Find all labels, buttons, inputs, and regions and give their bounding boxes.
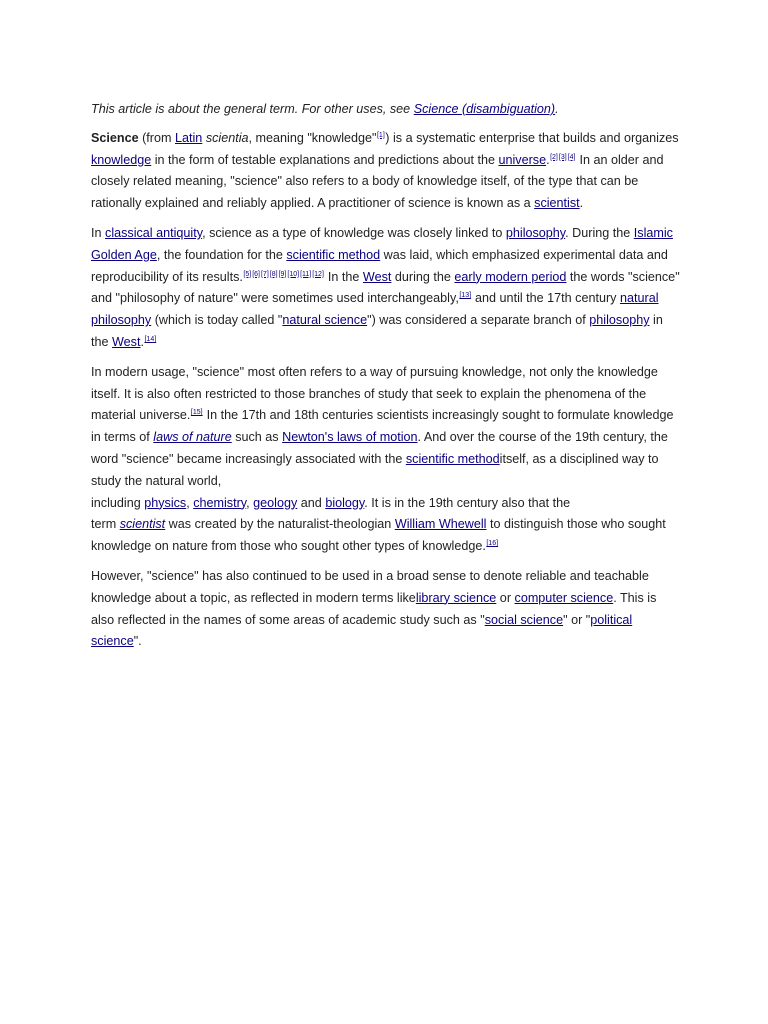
citation-6[interactable] [252,271,260,278]
citation-link[interactable]: [1] [376,131,385,139]
link-islamic-golden-age[interactable]: Islamic Golden Age [91,225,673,262]
citation-link[interactable]: [16] [486,540,499,548]
text: itself, as a disciplined way to study the natural world, [91,451,659,488]
link-social-science[interactable]: social science [484,612,564,627]
hatnote-period: . [555,102,559,116]
link-scientific-method-2[interactable]: scientific method [405,451,500,466]
citation-2[interactable] [550,154,558,161]
text: " or " [563,612,591,627]
citation-4[interactable] [568,154,576,161]
link-political-science[interactable]: political science [91,612,633,649]
citation-14[interactable] [144,336,156,343]
text: including [91,495,145,510]
text: , [246,495,254,510]
text: . It is in the 19th century also that the [364,495,571,510]
citation-7[interactable] [261,271,269,278]
article-body [91,99,681,653]
text: was laid, which emphasized experimental data and reproducibility of its results. [91,247,668,284]
hatnote [91,99,681,121]
citation-13[interactable] [459,292,471,299]
link-computer-science[interactable]: computer science [514,590,614,605]
link-early-modern-period[interactable]: early modern period [454,269,567,284]
citation-16[interactable] [486,540,498,547]
link-latin[interactable]: Latin [175,130,203,145]
text: (from [138,130,175,145]
term-scientia: scientia [205,130,249,145]
text: . And over the course of the 19th century, the word "science" became increasingly associated with the [91,430,668,466]
citation-link[interactable]: [7] [260,270,269,278]
text: during the [391,269,455,284]
link-universe[interactable]: universe [498,152,547,167]
citation-9[interactable] [279,271,287,278]
citation-15[interactable] [191,409,203,416]
text: . During the [565,225,634,240]
link-scientific-method[interactable]: scientific method [286,247,381,262]
citation-8[interactable] [270,271,278,278]
link-west[interactable]: West [362,269,392,284]
text: such as [231,430,283,445]
link-laws-of-nature[interactable]: laws of nature [153,430,232,445]
link-knowledge[interactable]: knowledge [91,152,152,167]
citation-link[interactable]: [3] [558,153,567,161]
citation-link[interactable]: [5] [243,270,252,278]
text: In modern usage, "science" most often refers to a way of pursuing knowledge, not only the knowledge itself. It is also often restricted to those branches of study that seek to explain the phenomena of the material universe. [91,364,658,423]
text: ". [133,634,142,649]
text: In an older and closely related meaning, "science" also refers to a body of knowledge itself, of the type that can be rationally explained and reliably applied. A practitioner of science is known as a [91,152,664,211]
text: ) is a systematic enterprise that builds and organizes [385,130,679,145]
paragraph-intro [91,128,681,215]
citation-link[interactable]: [9] [278,270,287,278]
text: or [496,590,515,605]
link-natural-philosophy[interactable]: natural philosophy [91,291,659,328]
citation-1[interactable] [377,132,385,139]
text: in the [91,313,663,349]
link-scientist[interactable]: scientist [534,196,580,211]
citation-link[interactable]: [13] [459,292,472,300]
link-william-whewell[interactable]: William Whewell [394,517,487,532]
citation-link[interactable]: [12] [312,270,324,278]
link-physics[interactable]: physics [144,495,187,510]
text: . [140,334,144,349]
text: In the [324,269,363,284]
link-chemistry[interactable]: chemistry [193,495,247,510]
citation-link[interactable]: [15] [190,409,203,417]
link-classical-antiquity[interactable]: classical antiquity [105,225,203,240]
text: (which is today called " [151,313,283,328]
text: . This is also reflected in the names of some areas of academic study such as " [91,590,657,627]
paragraph-broad-sense [91,566,681,653]
link-west-2[interactable]: West [112,334,141,349]
text: ") was considered a separate branch of [367,313,590,328]
citation-5[interactable] [243,271,251,278]
citation-10[interactable] [287,271,299,278]
text: to distinguish those who sought knowledge on nature from those who sought other types of knowledge. [91,517,666,554]
text: , the foundation for the [156,247,287,262]
text: and until the 17th century [471,291,620,306]
link-scientist-term[interactable]: scientist [119,517,166,532]
paragraph-history [91,223,681,354]
link-newtons-laws-of-motion[interactable]: Newton's laws of motion [282,430,418,445]
text: . [579,196,584,211]
link-library-science[interactable]: library science [415,590,497,605]
citation-link[interactable]: [11] [300,270,312,278]
citation-link[interactable]: [14] [144,335,157,343]
text: In [91,225,106,240]
text: the words "science" and "philosophy of nature" were sometimes used interchangeably, [91,269,680,306]
link-natural-science[interactable]: natural science [282,313,368,328]
text: . [546,152,550,167]
link-geology[interactable]: geology [253,495,298,510]
citation-link[interactable]: [10] [287,270,300,278]
citation-12[interactable] [312,271,324,278]
text: was created by the naturalist-theologian [165,517,395,532]
hatnote-text: This article is about the general term. For other uses, see [91,102,414,116]
text: However, "science" has also continued to be used in a broad sense to denote reliable and teachable knowledge about a topic, as reflected in modern terms like [91,568,649,605]
text: and [297,495,326,510]
citation-link[interactable]: [8] [269,270,278,278]
link-biology[interactable]: biology [325,495,365,510]
term-science: Science [91,130,139,145]
text: , [186,495,194,510]
citation-link[interactable]: [2] [550,153,558,161]
text: term [91,517,120,532]
text: , science as a type of knowledge was closely linked to [202,225,506,240]
citation-link[interactable]: [4] [567,153,576,161]
text: in the form of testable explanations and predictions about the [151,152,499,167]
link-philosophy-2[interactable]: philosophy [589,313,650,328]
citation-11[interactable] [300,271,311,278]
text: In the 17th and 18th centuries scientists increasingly sought to formulate knowledge in terms of [91,408,674,445]
link-science-disambiguation[interactable]: Science (disambiguation) [413,102,556,116]
text: , meaning "knowledge" [248,130,377,145]
paragraph-modern-usage [91,362,681,558]
link-philosophy[interactable]: philosophy [505,225,566,240]
citation-link[interactable]: [6] [252,270,260,278]
citation-3[interactable] [559,154,567,161]
